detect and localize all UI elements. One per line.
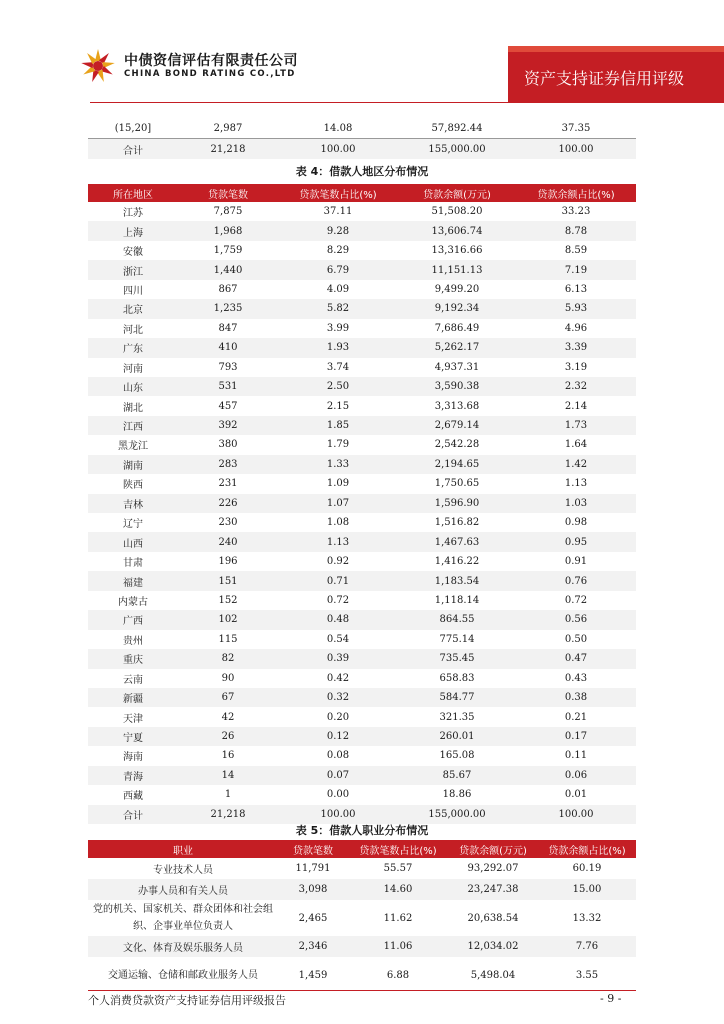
table-cell: 775.14 <box>439 633 475 645</box>
table-cell: 江苏 <box>123 208 143 220</box>
table-cell: 6.88 <box>386 969 410 981</box>
company-name-en: CHINA BOND RATING CO.,LTD <box>124 69 296 79</box>
table-cell: 内蒙古 <box>118 596 148 608</box>
occupation-table-header <box>88 840 636 858</box>
table-cell: 黑龙江 <box>118 441 148 453</box>
table-cell: 14.60 <box>348 879 448 900</box>
table-cell: 0.06 <box>516 766 636 785</box>
table-cell: 100.00 <box>516 139 636 160</box>
table-cell: 11.06 <box>348 936 448 957</box>
table-cell: 0.20 <box>326 711 350 723</box>
table-cell: 196 <box>218 556 238 568</box>
page-footer <box>0 990 724 1024</box>
table-cell: 福建 <box>88 571 178 590</box>
table-row <box>88 649 636 668</box>
region-table-caption: 表 4：借款人地区分布情况 <box>295 165 429 178</box>
column-header: 贷款笔数占比(%) <box>278 184 398 202</box>
table-cell: 上海 <box>88 221 178 240</box>
table-cell: 1.09 <box>326 478 350 490</box>
table-cell: 0.17 <box>516 727 636 746</box>
table-cell: 14 <box>178 766 278 785</box>
table-cell: 115 <box>218 633 238 645</box>
table-row <box>88 221 636 240</box>
table-cell: 8.78 <box>516 221 636 240</box>
table-cell: 152 <box>218 594 238 606</box>
table-cell: 6.79 <box>278 260 398 279</box>
table-cell: 0.98 <box>564 517 588 529</box>
table-cell: 4.96 <box>564 322 588 334</box>
table-cell: 0.42 <box>326 672 350 684</box>
table-cell: 河南 <box>123 363 143 375</box>
table-cell: 82 <box>178 649 278 668</box>
table-cell: 山西 <box>88 532 178 551</box>
table-cell: 广西 <box>88 610 178 629</box>
table-row <box>88 202 636 221</box>
table-cell: 155,000.00 <box>398 805 516 824</box>
table-cell: 13,316.66 <box>431 245 483 257</box>
table-cell: (15,20] <box>114 122 152 134</box>
table-cell: 1,467.63 <box>398 532 516 551</box>
table-cell: 天津 <box>123 713 143 725</box>
table-row <box>88 118 636 139</box>
table-cell: 海南 <box>123 752 143 764</box>
previous-table-continuation <box>88 118 636 159</box>
table-cell: 湖北 <box>123 402 143 414</box>
table-row <box>88 494 636 513</box>
table-row <box>88 358 636 377</box>
table-cell: 0.47 <box>516 649 636 668</box>
table-cell: 辽宁 <box>123 519 143 531</box>
table-row <box>88 707 636 726</box>
table-cell: 2,194.65 <box>398 455 516 474</box>
table-cell: 0.48 <box>278 610 398 629</box>
table-cell: 1.13 <box>278 532 398 551</box>
table-cell: 0.00 <box>326 789 350 801</box>
table-cell: 100.00 <box>278 139 398 160</box>
occupation-table-caption: 表 5：借款人职业分布情况 <box>295 824 429 837</box>
table-cell: 165.08 <box>439 750 475 762</box>
table-cell: 392 <box>178 416 278 435</box>
table-cell: 5.93 <box>516 299 636 318</box>
table-row <box>88 552 636 571</box>
table-cell: 四川 <box>123 285 143 297</box>
table-row <box>88 435 636 454</box>
table-cell: 33.23 <box>561 206 591 218</box>
table-cell: 4.09 <box>326 283 350 295</box>
column-header: 贷款余额(万元) <box>398 184 516 202</box>
table-row <box>88 630 636 649</box>
table-cell: 山东 <box>88 377 178 396</box>
table-cell: 2.14 <box>564 400 588 412</box>
table-cell: 55.57 <box>383 863 413 874</box>
table-cell: 2,679.14 <box>398 416 516 435</box>
header-divider <box>90 102 724 103</box>
table-cell: 5.82 <box>278 299 398 318</box>
table-cell: 1.73 <box>516 416 636 435</box>
table-row <box>88 532 636 551</box>
table-cell: 226 <box>178 494 278 513</box>
table-cell: 专业技术人员 <box>153 865 213 876</box>
table-row <box>88 746 636 765</box>
table-row <box>88 669 636 688</box>
table-cell: 6.13 <box>564 283 588 295</box>
table-cell: 2,346 <box>278 936 348 957</box>
column-header: 职业 <box>88 840 278 858</box>
table-row <box>88 900 636 936</box>
table-cell: 37.35 <box>561 122 591 134</box>
table-cell: 1,759 <box>213 245 243 257</box>
table-cell: 新疆 <box>88 688 178 707</box>
footer-report-title: 个人消费贷款资产支持证券信用评级报告 <box>88 994 286 1007</box>
table-cell: 广东 <box>88 338 178 357</box>
table-cell: 青海 <box>88 766 178 785</box>
table-cell: 宁夏 <box>88 727 178 746</box>
table-cell: 658.83 <box>439 672 475 684</box>
table-cell: 1.64 <box>564 439 588 451</box>
table-cell: 0.12 <box>278 727 398 746</box>
table-cell: 85.67 <box>398 766 516 785</box>
table-cell: 9,192.34 <box>398 299 516 318</box>
table-cell: 867 <box>218 283 238 295</box>
table-row <box>88 610 636 629</box>
table-cell: 北京 <box>88 299 178 318</box>
table-cell: 3.39 <box>516 338 636 357</box>
table-cell: 8.59 <box>564 245 588 257</box>
table-cell: 20,638.54 <box>467 912 519 924</box>
table-cell: 26 <box>178 727 278 746</box>
table-cell: 5,498.04 <box>470 969 516 981</box>
table-row <box>88 280 636 299</box>
table-row <box>88 513 636 532</box>
table-cell: 0.39 <box>278 649 398 668</box>
table-cell: 湖南 <box>88 455 178 474</box>
table-cell: 3.74 <box>326 361 350 373</box>
table-cell: 2,987 <box>213 122 243 134</box>
table-cell: 155,000.00 <box>398 139 516 160</box>
table-cell: 1 <box>224 789 232 801</box>
table-cell: 457 <box>218 400 238 412</box>
table-cell: 60.19 <box>572 863 602 874</box>
table-cell: 8.29 <box>326 245 350 257</box>
table-cell: 21,218 <box>178 805 278 824</box>
table-cell: 2,465 <box>298 912 328 924</box>
table-row <box>88 455 636 474</box>
table-cell: 陕西 <box>123 480 143 492</box>
table-cell: 3.19 <box>564 361 588 373</box>
table-cell: 江西 <box>88 416 178 435</box>
table-cell: 0.91 <box>564 556 588 568</box>
table-cell: 交通运输、仓储和邮政业服务人员 <box>108 969 258 981</box>
table-cell: 1.42 <box>516 455 636 474</box>
table-cell: 3.55 <box>575 969 599 981</box>
table-cell: 合计 <box>88 805 178 824</box>
table-cell: 0.56 <box>516 610 636 629</box>
banner-text: 资产支持证券信用评级 <box>524 69 685 88</box>
table-cell: 安徽 <box>123 247 143 259</box>
table-cell: 0.76 <box>516 571 636 590</box>
occupation-distribution-table <box>88 840 636 993</box>
table-cell: 2.50 <box>278 377 398 396</box>
table-cell: 9.28 <box>278 221 398 240</box>
page-number: - 9 - <box>600 992 622 1005</box>
table-cell: 7,686.49 <box>434 322 480 334</box>
table-cell: 11,791 <box>295 863 331 874</box>
table-cell: 党的机关、国家机关、群众团体和社会组织、企事业单位负责人 <box>93 904 273 932</box>
table-row <box>88 338 636 357</box>
footer-divider <box>88 990 636 991</box>
table-cell: 100.00 <box>516 805 636 824</box>
table-cell: 7,875 <box>213 206 243 218</box>
table-cell: 1.03 <box>516 494 636 513</box>
table-cell: 3,313.68 <box>434 400 480 412</box>
table-row <box>88 571 636 590</box>
table-row <box>88 688 636 707</box>
table-cell: 12,034.02 <box>448 936 538 957</box>
table-cell: 河北 <box>123 324 143 336</box>
table-cell: 23,247.38 <box>448 879 538 900</box>
table-cell: 甘肃 <box>123 558 143 570</box>
table-row <box>88 957 636 993</box>
table-cell: 0.50 <box>564 633 588 645</box>
table-row <box>88 591 636 610</box>
table-cell: 1.85 <box>278 416 398 435</box>
table-row <box>88 377 636 396</box>
table-cell: 重庆 <box>88 649 178 668</box>
table-row <box>88 299 636 318</box>
column-header: 贷款余额占比(%) <box>538 840 636 858</box>
table-cell: 11,151.13 <box>398 260 516 279</box>
table-cell: 1.08 <box>326 517 350 529</box>
header-banner <box>508 46 724 102</box>
table-cell: 1,968 <box>178 221 278 240</box>
table-cell: 735.45 <box>398 649 516 668</box>
table-cell: 93,292.07 <box>467 863 519 874</box>
column-header: 贷款笔数 <box>278 840 348 858</box>
table-cell: 1,459 <box>298 969 328 981</box>
region-table-header <box>88 184 636 202</box>
table-cell: 584.77 <box>398 688 516 707</box>
table-cell: 浙江 <box>88 260 178 279</box>
table-cell: 0.72 <box>564 594 588 606</box>
table-cell: 793 <box>218 361 238 373</box>
column-header: 所在地区 <box>88 184 178 202</box>
table-cell: 文化、体育及娱乐服务人员 <box>88 936 278 957</box>
table-cell: 5,262.17 <box>398 338 516 357</box>
table-cell: 67 <box>178 688 278 707</box>
table-cell: 42 <box>221 711 235 723</box>
table-cell: 13.32 <box>572 912 602 924</box>
table-cell: 0.72 <box>326 594 350 606</box>
table-cell: 0.01 <box>564 789 588 801</box>
column-header: 贷款笔数 <box>178 184 278 202</box>
table-row <box>88 766 636 785</box>
table-cell: 1.13 <box>564 478 588 490</box>
table-cell: 151 <box>178 571 278 590</box>
table-cell: 2.15 <box>326 400 350 412</box>
table-cell: 260.01 <box>398 727 516 746</box>
table-cell: 合计 <box>88 139 178 160</box>
company-logo-icon <box>80 48 116 84</box>
table-cell: 云南 <box>123 674 143 686</box>
table-cell: 3,590.38 <box>398 377 516 396</box>
table-cell: 21,218 <box>178 139 278 160</box>
table-cell: 0.54 <box>326 633 350 645</box>
table-cell: 14.08 <box>323 122 353 134</box>
table-cell: 1,440 <box>178 260 278 279</box>
table-cell: 321.35 <box>439 711 475 723</box>
table-cell: 230 <box>218 517 238 529</box>
table-cell: 15.00 <box>538 879 636 900</box>
table-cell: 0.32 <box>278 688 398 707</box>
table-cell: 0.71 <box>278 571 398 590</box>
table-cell: 0.21 <box>564 711 588 723</box>
table-cell: 37.11 <box>323 206 353 218</box>
table-cell: 0.38 <box>516 688 636 707</box>
table-cell: 100.00 <box>278 805 398 824</box>
table-cell: 办事人员和有关人员 <box>88 879 278 900</box>
table-cell: 102 <box>178 610 278 629</box>
table-cell: 531 <box>178 377 278 396</box>
table-row <box>88 879 636 900</box>
total-row <box>88 139 636 160</box>
table-row <box>88 474 636 493</box>
table-cell: 1,516.82 <box>434 517 480 529</box>
page-header <box>0 0 724 110</box>
table-cell: 0.07 <box>278 766 398 785</box>
table-cell: 13,606.74 <box>398 221 516 240</box>
table-cell: 2.32 <box>516 377 636 396</box>
table-row <box>88 416 636 435</box>
table-cell: 0.08 <box>326 750 350 762</box>
table-cell: 3.99 <box>326 322 350 334</box>
table-cell: 11.62 <box>383 912 413 924</box>
table-cell: 0.43 <box>564 672 588 684</box>
table-cell: 283 <box>178 455 278 474</box>
table-row <box>88 727 636 746</box>
table-cell: 7.76 <box>538 936 636 957</box>
table-cell: 0.92 <box>326 556 350 568</box>
table-row <box>88 319 636 338</box>
column-header: 贷款余额(万元) <box>448 840 538 858</box>
column-header: 贷款余额占比(%) <box>516 184 636 202</box>
table-cell: 1.93 <box>278 338 398 357</box>
table-cell: 1,596.90 <box>398 494 516 513</box>
company-name-cn: 中债资信评估有限责任公司 <box>124 53 298 69</box>
table-cell: 1,183.54 <box>398 571 516 590</box>
banner-stripe <box>508 46 724 52</box>
region-distribution-table <box>88 184 636 824</box>
table-cell: 240 <box>178 532 278 551</box>
table-cell: 2,542.28 <box>434 439 480 451</box>
table-cell: 410 <box>178 338 278 357</box>
table-cell: 1,118.14 <box>434 594 480 606</box>
table-cell: 16 <box>221 750 235 762</box>
table-cell: 1,750.65 <box>434 478 480 490</box>
table-cell: 51,508.20 <box>431 206 483 218</box>
table-cell: 1,235 <box>178 299 278 318</box>
table-cell: 西藏 <box>123 791 143 803</box>
table-cell: 90 <box>221 672 235 684</box>
table-cell: 1.07 <box>278 494 398 513</box>
table-row <box>88 785 636 804</box>
table-row <box>88 396 636 415</box>
table-row <box>88 260 636 279</box>
table-cell: 7.19 <box>516 260 636 279</box>
table-cell: 380 <box>218 439 238 451</box>
table-cell: 4,937.31 <box>434 361 480 373</box>
table-cell: 57,892.44 <box>431 122 483 134</box>
table-cell: 吉林 <box>88 494 178 513</box>
table-cell: 864.55 <box>398 610 516 629</box>
column-header: 贷款笔数占比(%) <box>348 840 448 858</box>
table-cell: 0.11 <box>564 750 588 762</box>
table-cell: 231 <box>218 478 238 490</box>
table-row <box>88 241 636 260</box>
table-cell: 3,098 <box>278 879 348 900</box>
table-cell: 贵州 <box>123 635 143 647</box>
table-cell: 1,416.22 <box>434 556 480 568</box>
table-cell: 18.86 <box>442 789 472 801</box>
table-row <box>88 858 636 879</box>
table-cell: 0.95 <box>516 532 636 551</box>
table-cell: 847 <box>218 322 238 334</box>
table-cell: 1.33 <box>278 455 398 474</box>
table-cell: 1.79 <box>326 439 350 451</box>
table-row <box>88 936 636 957</box>
table-cell: 9,499.20 <box>434 283 480 295</box>
